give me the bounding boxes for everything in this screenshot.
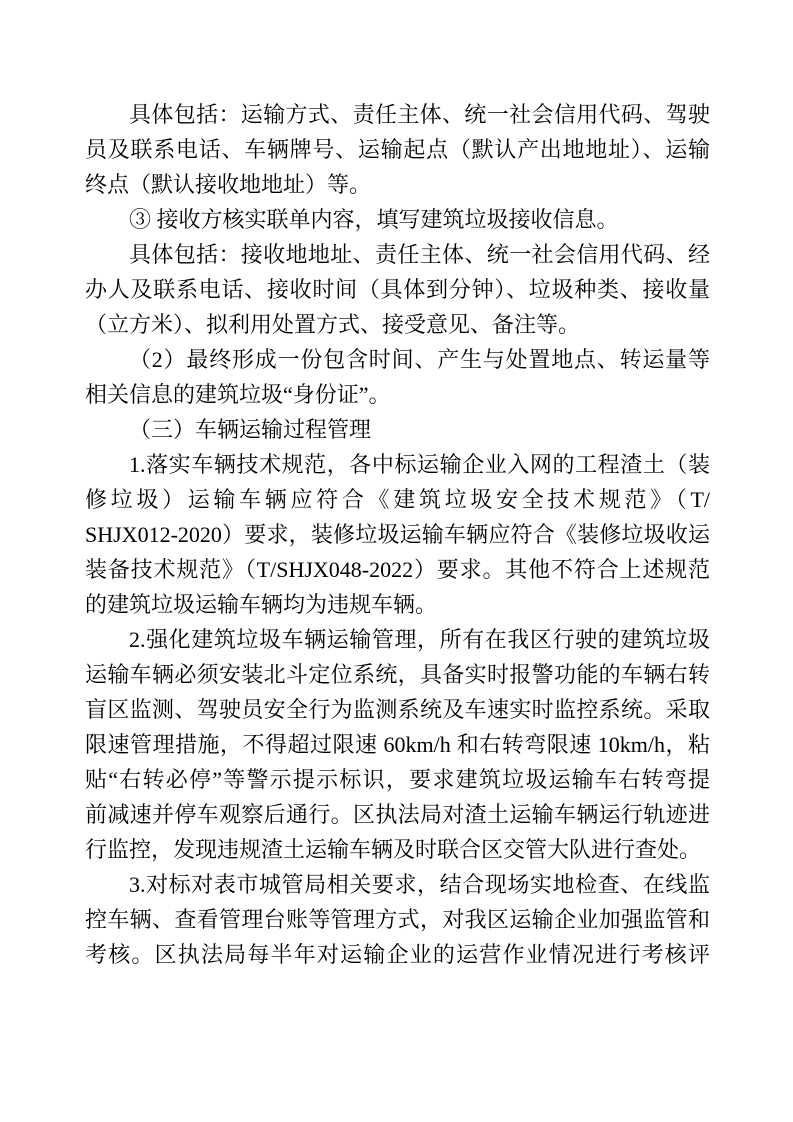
text-line: 考核。区执法局每半年对运输企业的运营作业情况进行考核评: [85, 942, 710, 967]
text-line: 修垃圾）运输车辆应符合《建筑垃圾安全技术规范》（T/: [85, 487, 710, 512]
text-line: 2.强化建筑垃圾车辆运输管理，所有在我区行驶的建筑垃圾: [129, 627, 710, 652]
text-line: （三）车辆运输过程管理: [129, 417, 372, 442]
text-line: 相关信息的建筑垃圾“身份证”。: [85, 382, 391, 407]
text-line: SHJX012-2020）要求，装修垃圾运输车辆应符合《装修垃圾收运: [85, 522, 710, 547]
text-line: ③ 接收方核实联单内容，填写建筑垃圾接收信息。: [129, 207, 619, 232]
text-line: 前减速并停车观察后通行。区执法局对渣土运输车辆运行轨迹进: [85, 802, 710, 827]
text-line: （立方米）、拟利用处置方式、接受意见、备注等。: [85, 312, 581, 337]
text-line: 具体包括：运输方式、责任主体、统一社会信用代码、驾驶: [129, 102, 710, 127]
paragraph: [85, 867, 710, 972]
text-line: 装备技术规范》（T/SHJX048-2022）要求。其他不符合上述规范: [85, 557, 710, 582]
text-line: 运输车辆必须安装北斗定位系统，具备实时报警功能的车辆右转: [85, 662, 710, 687]
paragraph: [85, 622, 710, 867]
text-line: 3.对标对表市城管局相关要求，结合现场实地检查、在线监: [129, 872, 710, 897]
text-line: 盲区监测、驾驶员安全行为监测系统及车速实时监控系统。采取: [85, 697, 710, 722]
text-line: 控车辆、查看管理台账等管理方式，对我区运输企业加强监管和: [85, 907, 710, 932]
text-line: 员及联系电话、车辆牌号、运输起点（默认产出地地址）、运输: [85, 137, 710, 162]
paragraph: [85, 97, 710, 202]
text-line: 限速管理措施，不得超过限速 60km/h 和右转弯限速 10km/h，粘: [85, 732, 710, 757]
paragraph: [85, 412, 710, 447]
text-line: 办人及联系电话、接收时间（具体到分钟）、垃圾种类、接收量: [85, 277, 710, 302]
document-body: [85, 97, 710, 972]
paragraph: [85, 447, 710, 622]
text-line: 贴“右转必停”等警示提示标识，要求建筑垃圾运输车右转弯提: [85, 767, 711, 792]
text-line: （2）最终形成一份包含时间、产生与处置地点、转运量等: [129, 347, 710, 372]
text-line: 终点（默认接收地地址）等。: [85, 172, 372, 197]
paragraph: [85, 202, 710, 237]
text-line: 的建筑垃圾运输车辆均为违规车辆。: [85, 592, 438, 617]
paragraph: [85, 237, 710, 342]
text-line: 1.落实车辆技术规范，各中标运输企业入网的工程渣土（装: [129, 452, 710, 477]
paragraph: [85, 342, 710, 412]
text-line: 具体包括：接收地地址、责任主体、统一社会信用代码、经: [129, 242, 710, 267]
text-line: 行监控，发现违规渣土运输车辆及时联合区交管大队进行查处。: [85, 837, 702, 862]
